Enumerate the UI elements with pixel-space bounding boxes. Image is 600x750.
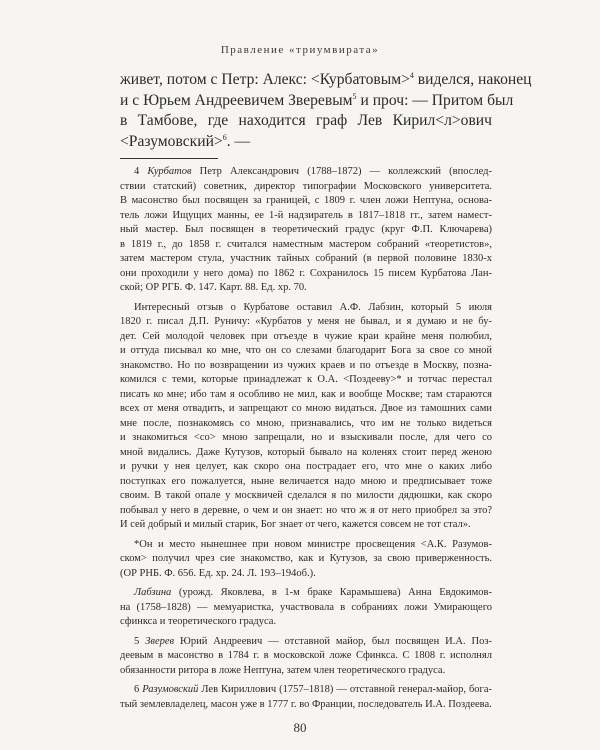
note-line [120,475,492,490]
main-text-fragment: в Тамбове, где находится граф Лев Кирил<л>ович [120,112,492,129]
note-text: поступках его пожалуется, ныне величается надо мною и предписывает тоже [120,475,492,487]
note-line [120,586,492,601]
note-name: Лабзина [134,587,172,598]
note-line [120,664,492,679]
note-text: ствии статский) советник, директор типографии Московского университета. [120,180,492,192]
main-text-fragment: . — [226,132,251,150]
note-text: тель ложи Ищущих манны, ее 1-й надзиратель в 1817–1818 гг., затем намест- [120,209,492,221]
note-text: обязанности ритора в ложе Нептуна, затем член теоретического градуса. [120,664,446,676]
note-line [120,180,492,195]
note-text: ской; ОР РГБ. Ф. 147. Карт. 88. Ед. хр. 70. [120,282,307,293]
note-line [120,635,492,650]
note-5 [120,635,492,679]
main-text [120,70,532,152]
footnote-marker: 4 [409,70,414,80]
main-text-line [120,111,492,132]
note-line [120,194,492,209]
note-line [120,267,492,282]
note-line [120,344,492,359]
main-text-line [120,91,514,112]
main-text-line [120,132,492,153]
main-text-fragment: виделся, наконец [413,71,532,88]
note-line [120,388,492,403]
note-text: своим. В такой опале у москвичей сделался я по милости дядюшки, как скоро [120,490,492,501]
footnote-marker: 5 [352,91,357,101]
note-text: В масонство был посвящен за границей, с 1809 г. член ложи Нептуна, основа- [120,195,492,206]
note-line [120,373,492,388]
note-text: на (1758–1828) — мемуаристка, участвовала в собраниях ложи Умирающего [120,601,492,613]
note-labzin-quote [120,301,492,533]
note-line [120,359,492,374]
note-text: мной видались. Даже Кутузов, который бывало на коленях стоит перед женою [120,446,492,458]
note-text: деевым в масонство в 1784 г. в московской ложе Сфинкса. С 1808 г. исполнял [120,650,492,661]
note-text: они проходили у него дома) по 1862 г. Сохранилось 15 писем Курбатова Лан- [120,267,492,279]
note-name: Зверев [145,635,175,647]
note-text: Интересный отзыв о Курбатове оставил А.Ф. Лабзин, который 5 июля [134,301,492,313]
page-number: 80 [293,720,307,735]
note-line: *Он и место нынешнее при новом министре просвещения <А.К. Разумов- [134,538,492,550]
note-name: Разумовский [142,684,199,695]
main-text-line [120,70,532,91]
note-text: Юрий Андреевич — отставной майор, был посвящен И.А. Поз- [174,635,492,647]
note-text: ный мастер. Был посвящен в теоретический градус (круг Ф.П. Ключарева) [120,224,492,235]
note-line [120,518,492,533]
note-line [120,209,492,224]
note-line [120,698,492,713]
note-line [120,315,492,330]
note-line [120,601,492,616]
footnotes [120,165,492,717]
note-line: (ОР РНБ. Ф. 656. Ед. хр. 24. Л. 193–194об.). [120,567,316,579]
note-line [120,281,492,296]
note-line [120,330,492,345]
note-line [120,252,492,267]
note-name: Курбатов [147,166,192,177]
note-text: Лев Кириллович (1757–1818) — отставной генерал-майор, бога- [198,684,492,695]
note-text: 1820 г. писал Д.П. Руничу: «Курбатов у меня не бывал, и я думаю и не бу- [120,316,492,327]
note-line [120,683,492,698]
note-line [120,446,492,461]
note-text: дет. Сей молодой человек при отъезде в чужие краи крайне меня полюбил, [120,330,492,342]
note-text: в 1819 г., до 1858 г. считался наместным мастером собраний «теоретистов», [120,238,492,250]
note-number: 4 [134,166,148,177]
note-6 [120,683,492,712]
note-line [120,301,492,316]
note-text: комился с теми, которые принадлежат к О.А. <Поздееву>* и тотчас перестал [120,374,492,385]
note-text: и оттуда писывал ко мне, что он со слезами благодарит Бога за свое со мной [120,345,492,356]
note-line [120,504,492,519]
note-text: мне после, познакомясь со мною, признавались, что им не только видеться [120,417,492,429]
note-text: писать ко мне; ибо там я особливо не мил, как и вообще Москве; там стараются [120,388,492,400]
note-text: побывал у него в деревне, о чем и он знает: но что ж я от него приобрел за это? [120,504,492,516]
note-text: всех от меня отвадить, и запрещают со мною видаться. Двое из тамошних сами [120,403,492,414]
note-line [120,417,492,432]
footnote-rule [120,158,218,159]
note-text: Петр Александрович (1788–1872) — коллежский (впослед- [191,166,492,177]
note-text: (урожд. Яковлева, в 1-м браке Карамышева) Анна Евдокимов- [171,587,492,598]
note-labzina [120,586,492,630]
note-number: 5 [134,635,146,647]
note-line [120,431,492,446]
note-line [120,489,492,504]
note-line [120,165,492,180]
note-line [120,402,492,417]
note-text: сфинкса и теоретического градуса. [120,616,277,627]
note-text: затем мастером стула, участник тайных собраний (в первой половине 1830-х [120,253,492,264]
main-text-fragment: живет, потом с Петр: Алекс: <Курбатовым> [120,71,410,88]
note-labzin-footnote [120,538,492,582]
note-text: и знакомиться <со> мною запрещали, но и взыскивали после, для чего со [120,432,492,443]
running-head: Правление «триумвирата» [220,44,380,56]
note-line [120,649,492,664]
main-text-fragment: и проч: — Притом был [356,91,514,109]
note-line [120,460,492,475]
note-line [120,223,492,238]
note-text: тый землевладелец, масон уже в 1777 г. во Франции, последователь И.А. Поздеева. [120,698,492,710]
note-number: 6 [134,684,143,695]
note-text: знакомство. Но по возвращении из чужих краев и по отъезде в Москву, позна- [120,359,492,371]
note-4 [120,165,492,296]
main-text-fragment: <Разумовский> [120,132,223,150]
note-line: ском> получил чрез сие знакомство, как и Кутузов, за свою приверженность. [120,553,492,564]
main-text-fragment: и с Юрьем Андреевичем Зверевым [120,91,353,109]
note-line [120,238,492,253]
footnote-marker: 6 [222,132,227,142]
note-text: И сей добрый и милый старик, Бог знает от чего, кажется совсем не тот стал». [120,519,471,530]
note-line [120,615,492,630]
note-text: и ручки у нея целует, как скоро она пострадает его, что мне о каких либо [120,461,492,472]
